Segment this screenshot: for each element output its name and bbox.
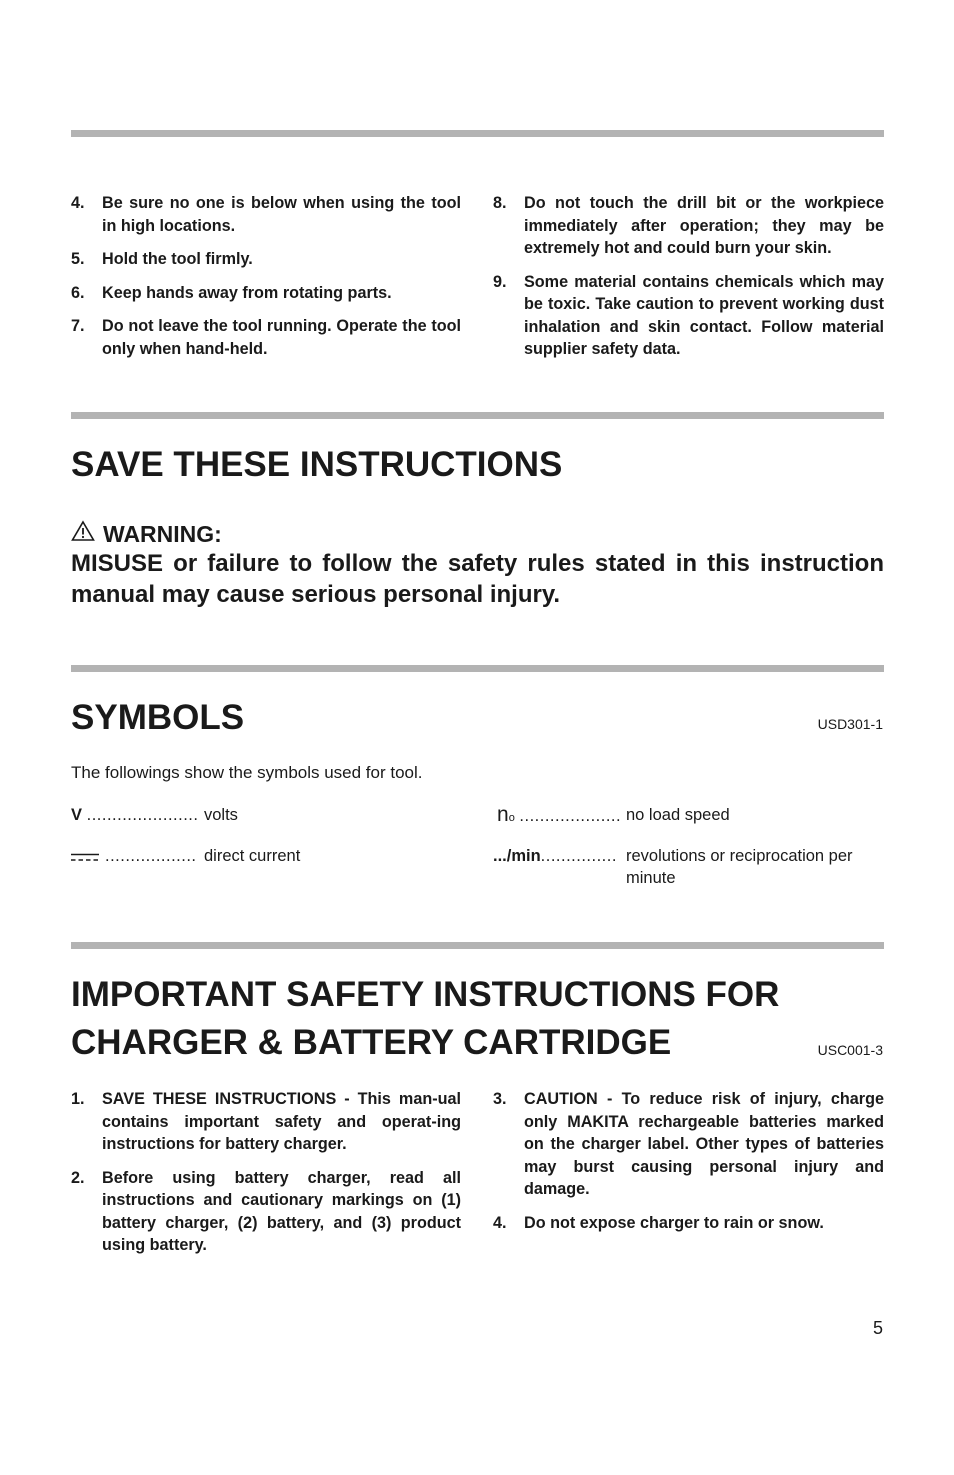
charger-list-left: [71, 1088, 461, 1268]
warning-text: MISUSE or failure to follow the safety rules stated in this instruction manual may cause serious personal injury.: [71, 550, 884, 608]
symbol-row-volts: V ...................... volts: [71, 806, 238, 824]
symbol-meaning: volts: [204, 806, 238, 824]
top-divider: [71, 130, 884, 137]
list-item: 4. Be sure no one is below when using the tool in high locations.: [71, 194, 461, 235]
safety-list-right: [493, 192, 884, 372]
list-item: 5. Hold the tool firmly.: [71, 250, 253, 268]
charger-heading-line2: CHARGER & BATTERY CARTRIDGE: [71, 1023, 672, 1062]
save-instructions-heading: SAVE THESE INSTRUCTIONS: [71, 445, 563, 484]
list-item: 3. CAUTION - To reduce risk of injury, charge only MAKITA rechargeable batteries marked on the charger label. Other types of batteries may burst causing personal injury and damage.: [493, 1090, 884, 1198]
page-number: 5: [872, 1318, 883, 1338]
list-item: 6. Keep hands away from rotating parts.: [71, 283, 392, 302]
symbol-meaning: revolutions or reciprocation per minute: [626, 847, 853, 887]
symbols-heading: SYMBOLS: [71, 698, 245, 737]
warning-label: WARNING:: [71, 520, 222, 548]
no-load-speed-symbol: no: [497, 803, 515, 826]
symbol-meaning: direct current: [204, 847, 301, 865]
list-item: 1. SAVE THESE INSTRUCTIONS - This man-ual contains important safety and operat-ing instructions for battery charger.: [71, 1090, 461, 1153]
symbol-meaning: no load speed: [626, 806, 730, 824]
list-item: 2. Before using battery charger, read all instructions and cautionary markings on (1) battery charger, (2) battery, and (3) product using battery.: [71, 1168, 461, 1254]
volts-symbol: V: [71, 806, 83, 824]
symbol-row-no-load-speed: no .................... no load speed: [497, 803, 730, 826]
direct-current-icon: [71, 846, 99, 868]
section-divider: [71, 665, 884, 672]
list-item: 9. Some material contains chemicals which may be toxic. Take caution to prevent working dust inhalation and skin contact. Follow material supplier safety data.: [493, 272, 884, 358]
list-item: 4. Do not expose charger to rain or snow.: [493, 1213, 824, 1232]
symbols-code: USD301-1: [817, 716, 883, 732]
charger-heading-line1: IMPORTANT SAFETY INSTRUCTIONS FOR: [71, 975, 780, 1014]
per-minute-symbol: .../min: [493, 847, 541, 865]
section-divider: [71, 412, 884, 419]
charger-code: USC001-3: [817, 1042, 883, 1058]
section-divider: [71, 942, 884, 949]
symbol-row-direct-current: .................. direct current: [71, 845, 451, 867]
symbol-row-per-minute: .../min............... revolutions or reciprocation per minute: [493, 845, 884, 891]
symbols-intro: The followings show the symbols used for tool.: [71, 763, 423, 782]
warning-triangle-icon: [71, 520, 95, 548]
list-item: 7. Do not leave the tool running. Operate the tool only when hand-held.: [71, 317, 461, 358]
safety-list-left: [71, 192, 461, 371]
charger-list-right: [493, 1088, 884, 1245]
list-item: 8. Do not touch the drill bit or the workpiece immediately after operation; they may be extremely hot and could burn your skin.: [493, 194, 884, 257]
